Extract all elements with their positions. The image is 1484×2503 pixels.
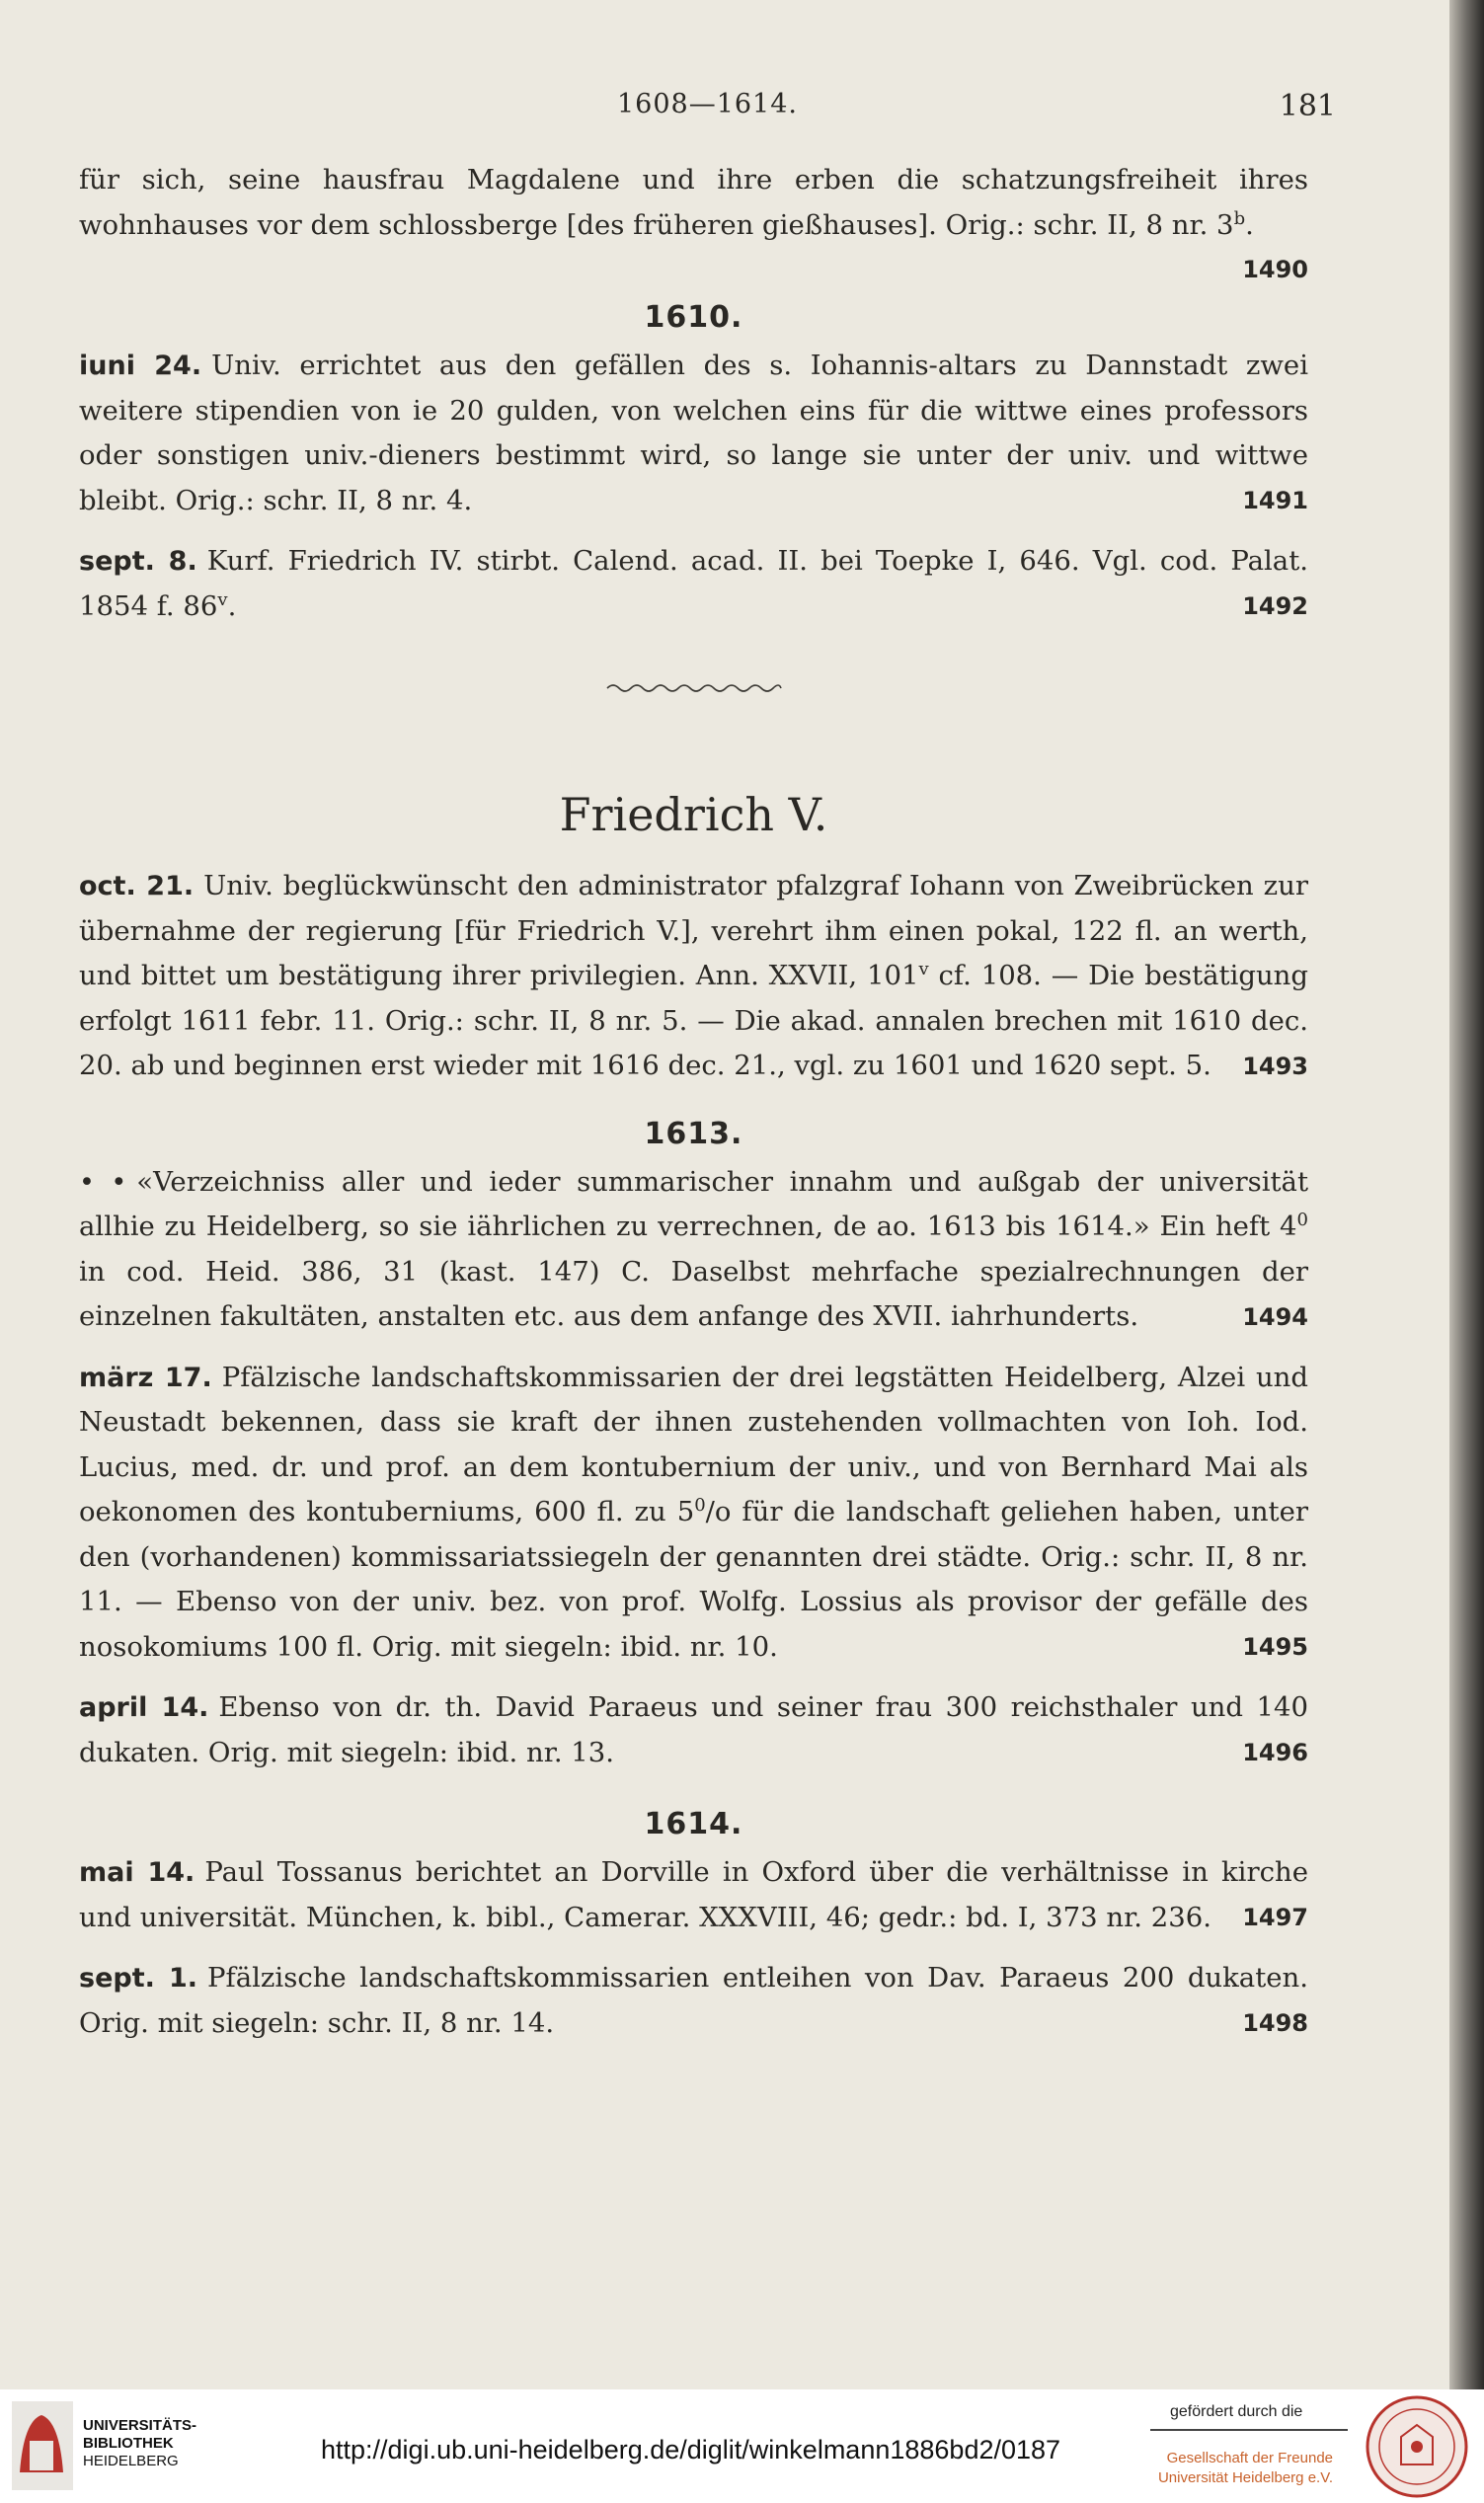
- year-range: 1608—1614.: [616, 89, 798, 119]
- entry-1491: [79, 344, 1308, 523]
- superscript: v: [918, 958, 929, 979]
- superscript: b: [1233, 207, 1246, 229]
- wave-ornament-icon: [605, 678, 783, 698]
- entry-date: mai 14.: [79, 1857, 195, 1888]
- superscript: v: [217, 588, 228, 610]
- entry-text: Kurf. Friedrich IV. stirbt. Calend. acad. II. bei Toepke I, 646. Vgl. cod. Palat. 1854 f. 86: [79, 545, 1308, 622]
- entry-text-tail: .: [1245, 208, 1254, 241]
- entry-1495: [79, 1356, 1308, 1671]
- entry-number: 1495: [1242, 1633, 1308, 1661]
- library-logo-icon: [12, 2401, 73, 2490]
- library-name-line: BIBLIOTHEK: [83, 2435, 174, 2452]
- superscript: 0: [1296, 1209, 1308, 1230]
- entry-text-tail: .: [227, 589, 237, 622]
- entry-date: märz 17.: [79, 1362, 212, 1393]
- permalink-url[interactable]: http://digi.ub.uni-heidelberg.de/diglit/winkelmann1886bd2/0187: [321, 2435, 1061, 2464]
- entry-number: 1496: [1242, 1739, 1308, 1766]
- entry-text: Univ. beglückwünscht den administrator pfalzgraf Iohann von Zweibrücken zur übernahme der regierung [für Friedrich V.], verehrt ihm einen pokal, 122 fl. an werth, und bittet um bestätigung ihrer privilegien. Ann. XXVII, 101: [79, 870, 1308, 991]
- entry-number: 1493: [1242, 1052, 1308, 1080]
- year-heading-1613: 1613.: [644, 1116, 743, 1151]
- superscript: 0: [694, 1494, 706, 1516]
- entry-date: sept. 8.: [79, 546, 197, 577]
- library-name-line: HEIDELBERG: [83, 2453, 179, 2469]
- entry-text: Pfälzische landschaftskommissarien entleihen von Dav. Paraeus 200 dukaten. Orig. mit siegeln: schr. II, 8 nr. 14.: [79, 1962, 1308, 2039]
- entry-text: «Verzeichniss aller und ieder summarischer innahm und außgab der universität allhie zu Heidelberg, so sie iährlichen zu verrechnen, de ao. 1613 bis 1614.» Ein heft 4: [79, 1165, 1308, 1242]
- library-name-line: UNIVERSITÄTS-: [83, 2417, 197, 2434]
- entry-1493: [79, 864, 1308, 1089]
- university-seal-icon: [1366, 2395, 1469, 2499]
- running-head: [79, 89, 1336, 128]
- page-number: 181: [1279, 89, 1336, 123]
- footer-bar: [0, 2389, 1484, 2503]
- page-content: [79, 158, 1308, 2046]
- ornament-divider: [79, 678, 1308, 708]
- sponsor-name-line: Gesellschaft der Freunde: [1166, 2450, 1333, 2466]
- entry-number: 1497: [1242, 1904, 1308, 1931]
- page-edge-shadow: [1449, 0, 1484, 2389]
- entry-number: 1490: [1242, 256, 1308, 283]
- entry-1496: [79, 1685, 1308, 1775]
- entry-number: 1494: [1242, 1302, 1308, 1331]
- entry-text: Ebenso von dr. th. David Paraeus und seiner frau 300 reichsthaler und 140 dukaten. Orig. mit siegeln: ibid. nr. 13.: [79, 1691, 1308, 1768]
- entry-text: Univ. errichtet aus den gefällen des s. Iohannis-altars zu Dannstadt zwei weitere stipendien von ie 20 gulden, von welchen eins für die wittwe eines professors oder sonstigen univ.-dieners bestimmt wird, so lange sie unter der univ. und wittwe bleibt. Orig.: schr. II, 8 nr. 4.: [79, 350, 1309, 516]
- entry-date: sept. 1.: [79, 1963, 198, 1994]
- sponsor-divider: [1150, 2429, 1348, 2431]
- entry-1494: [79, 1160, 1308, 1340]
- entry-1490: [79, 158, 1308, 292]
- entry-number: 1491: [1242, 487, 1308, 514]
- entry-number: 1492: [1242, 592, 1308, 620]
- entry-text: Paul Tossanus berichtet an Dorville in Oxford über die verhältnisse in kirche und universität. München, k. bibl., Camerar. XXXVIII, 46; gedr.: bd. I, 373 nr. 236.: [79, 1856, 1308, 1933]
- entry-text-tail: in cod. Heid. 386, 31 (kast. 147) C. Daselbst mehrfache spezialrechnungen der einzelnen fakultäten, anstalten etc. aus dem anfange des XVII. iahrhunderts.: [79, 1255, 1308, 1332]
- entry-text: für sich, seine hausfrau Magdalene und ihre erben die schatzungsfreiheit ihres wohnhauses vor dem schlossberge [des früheren gießhauses]. Orig.: schr. II, 8 nr. 3: [79, 164, 1308, 241]
- entry-text-tail: /o für die landschaft geliehen haben, unter den (vorhandenen) kommissariatssiegeln der genannten drei städte. Orig.: schr. II, 8 nr. 11. — Ebenso von der univ. bez. von prof. Wolfg. Lossius als provisor der gefälle des nosokomiums 100 fl. Orig. mit siegeln: ibid. nr. 10.: [79, 1496, 1308, 1663]
- entry-date: oct. 21.: [79, 871, 195, 901]
- entry-1492: [79, 539, 1308, 629]
- entry-text: Pfälzische landschaftskommissarien der drei legstätten Heidelberg, Alzei und Neustadt bekennen, dass sie kraft der ihnen zustehenden vollmachten von Ioh. Iod. Lucius, med. dr. und prof. an dem kontubernium der univ., und von Bernhard Mai als oekonomen des kontuberniums, 600 fl. zu 5: [79, 1361, 1308, 1527]
- sponsor-heading: gefördert durch die: [1170, 2403, 1303, 2420]
- year-heading-1614: 1614.: [644, 1807, 743, 1841]
- sponsor-name: [1145, 2449, 1333, 2488]
- entry-1498: [79, 1956, 1308, 2046]
- entry-date: • •: [79, 1166, 127, 1198]
- section-title: Friedrich V.: [559, 788, 828, 841]
- library-name: [83, 2417, 196, 2470]
- entry-1497: [79, 1850, 1308, 1940]
- year-heading-1610: 1610.: [644, 300, 743, 335]
- sponsor-name-line: Universität Heidelberg e.V.: [1157, 2469, 1333, 2486]
- entry-number: 1498: [1242, 2009, 1308, 2037]
- entry-date: iuni 24.: [79, 351, 202, 381]
- entry-text-tail: cf. 108. — Die bestätigung erfolgt 1611 febr. 11. Orig.: schr. II, 8 nr. 5. — Die akad. annalen brechen mit 1610 dec. 20. ab und beginnen erst wieder mit 1616 dec. 21., vgl. zu 1601 und 1620 sept. 5.: [79, 960, 1309, 1081]
- entry-date: april 14.: [79, 1692, 209, 1723]
